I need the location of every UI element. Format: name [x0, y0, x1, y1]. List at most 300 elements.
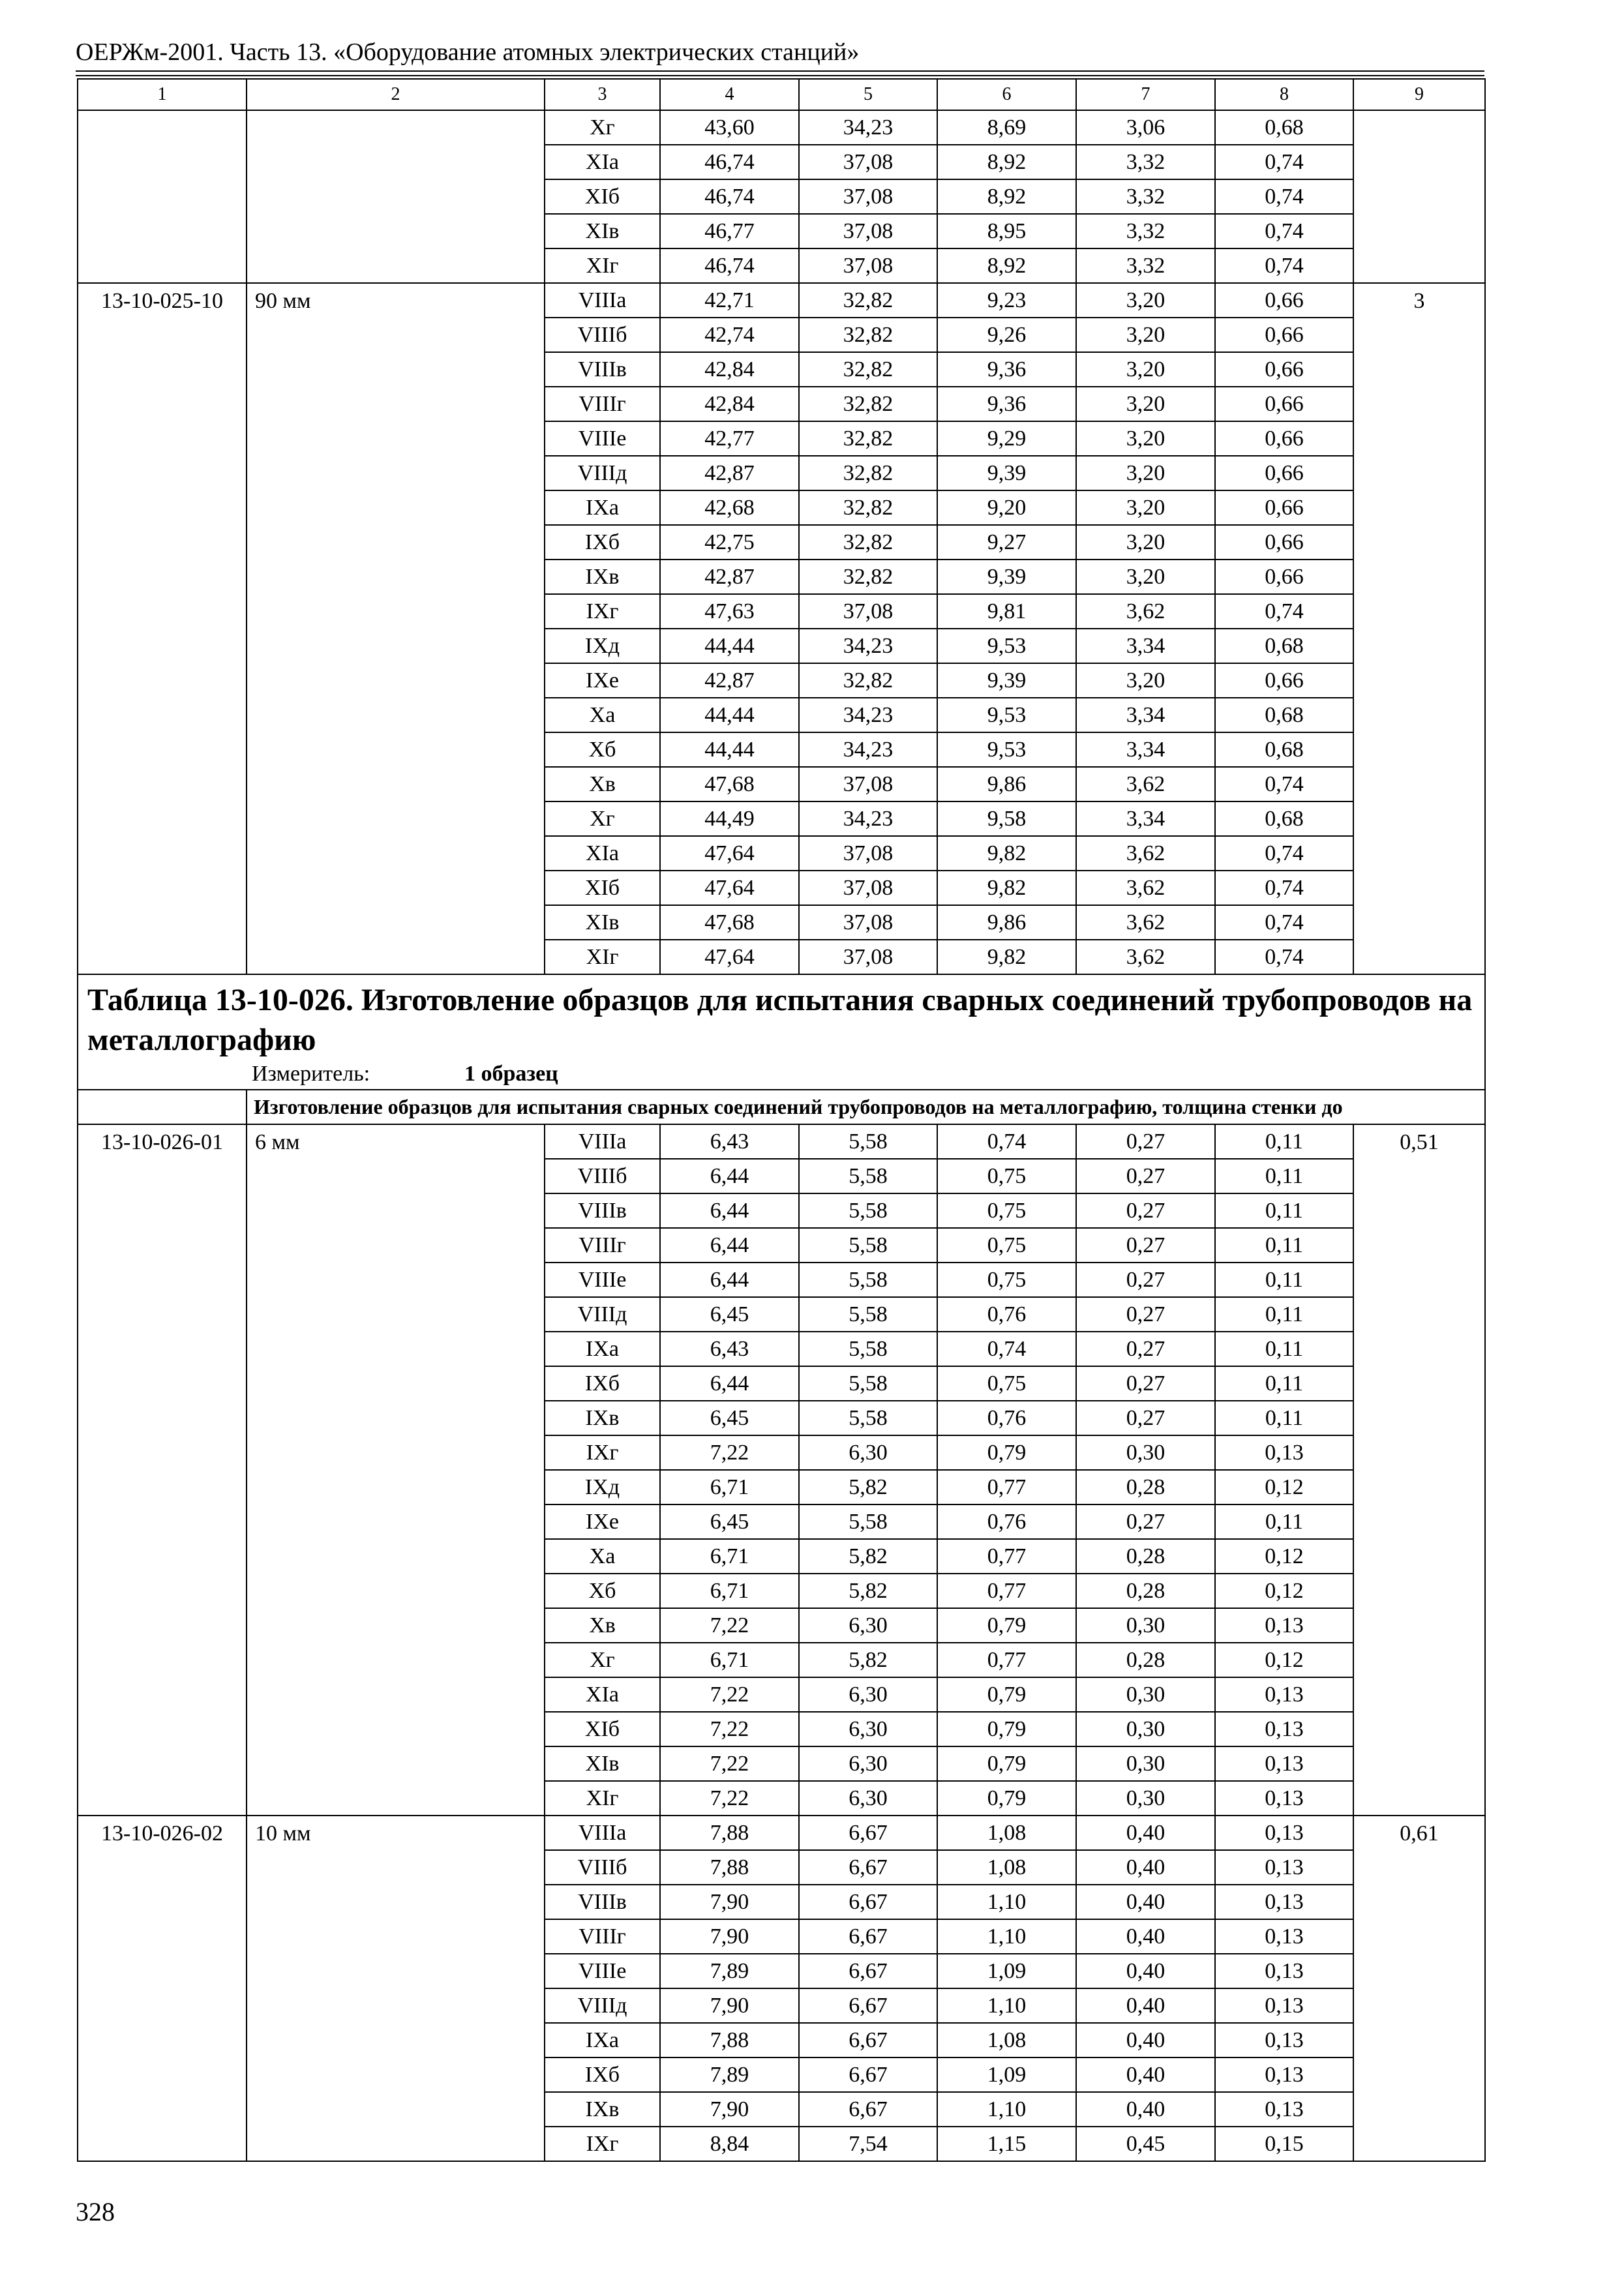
value-cell: 0,13	[1215, 2057, 1353, 2092]
value-cell: 0,11	[1215, 1124, 1353, 1159]
value-cell: 6,30	[799, 1781, 937, 1816]
value-cell: 0,12	[1215, 1643, 1353, 1677]
value-cell: 44,49	[660, 801, 799, 836]
grade-cell: Xв	[545, 767, 660, 801]
grade-cell: XIв	[545, 1746, 660, 1781]
value-cell: 6,67	[799, 1988, 937, 2023]
value-cell: 3,20	[1076, 490, 1215, 525]
value-cell: 0,11	[1215, 1228, 1353, 1263]
value-cell: 0,40	[1076, 2023, 1215, 2057]
value-cell: 5,82	[799, 1539, 937, 1574]
value-cell: 7,88	[660, 2023, 799, 2057]
value-cell: 32,82	[799, 663, 937, 698]
rate-code-cell: 13-10-025-10	[78, 283, 247, 974]
value-cell: 0,68	[1215, 732, 1353, 767]
grade-cell: IXд	[545, 1470, 660, 1504]
value-cell: 0,66	[1215, 456, 1353, 490]
value-cell: 34,23	[799, 110, 937, 145]
grade-cell: VIIIа	[545, 1124, 660, 1159]
value-cell: 46,74	[660, 145, 799, 179]
value-cell: 8,92	[937, 248, 1076, 283]
value-cell: 9,81	[937, 594, 1076, 629]
value-cell: 6,67	[799, 1850, 937, 1885]
value-cell: 0,11	[1215, 1401, 1353, 1435]
grade-cell: XIг	[545, 1781, 660, 1816]
value-cell: 42,75	[660, 525, 799, 560]
value-cell: 0,77	[937, 1539, 1076, 1574]
value-cell: 6,30	[799, 1677, 937, 1712]
grade-cell: VIIIа	[545, 283, 660, 318]
column-number-cell: 8	[1215, 79, 1353, 110]
value-cell: 0,79	[937, 1608, 1076, 1643]
column-number-row	[78, 79, 1485, 110]
value-cell: 0,13	[1215, 1781, 1353, 1816]
value-cell: 3,32	[1076, 214, 1215, 248]
value-cell: 5,58	[799, 1504, 937, 1539]
value-cell: 3,34	[1076, 801, 1215, 836]
value-cell: 0,13	[1215, 2023, 1353, 2057]
value-cell: 7,90	[660, 1885, 799, 1919]
value-cell: 32,82	[799, 387, 937, 421]
value-cell: 5,82	[799, 1470, 937, 1504]
value-cell: 0,27	[1076, 1401, 1215, 1435]
value-cell: 0,76	[937, 1504, 1076, 1539]
grade-cell: VIIIд	[545, 1988, 660, 2023]
value-cell: 9,20	[937, 490, 1076, 525]
value-cell: 1,09	[937, 1954, 1076, 1988]
value-cell: 3,32	[1076, 248, 1215, 283]
value-cell: 0,40	[1076, 1919, 1215, 1954]
value-cell: 46,74	[660, 179, 799, 214]
value-cell: 3,20	[1076, 456, 1215, 490]
value-cell: 6,30	[799, 1435, 937, 1470]
value-cell: 6,43	[660, 1124, 799, 1159]
value-cell: 5,82	[799, 1574, 937, 1608]
value-cell: 6,67	[799, 1954, 937, 1988]
value-cell: 0,27	[1076, 1297, 1215, 1332]
grade-cell: IXг	[545, 2127, 660, 2161]
value-cell: 34,23	[799, 629, 937, 663]
table-row	[78, 1124, 1485, 1159]
value-cell: 9,39	[937, 456, 1076, 490]
value-cell: 0,30	[1076, 1608, 1215, 1643]
column-number-cell: 3	[545, 79, 660, 110]
value-cell: 0,68	[1215, 801, 1353, 836]
value-cell: 3,62	[1076, 594, 1215, 629]
value-cell: 0,76	[937, 1297, 1076, 1332]
unit-label: Измеритель:	[252, 1061, 370, 1086]
value-cell: 9,53	[937, 698, 1076, 732]
grade-cell: Xб	[545, 1574, 660, 1608]
value-cell: 37,08	[799, 179, 937, 214]
grade-cell: XIб	[545, 179, 660, 214]
value-cell: 0,68	[1215, 698, 1353, 732]
value-cell: 6,44	[660, 1366, 799, 1401]
value-cell: 0,13	[1215, 1746, 1353, 1781]
value-cell: 9,86	[937, 767, 1076, 801]
column-9-cell: 0,51	[1353, 1124, 1485, 1816]
value-cell: 0,13	[1215, 1435, 1353, 1470]
value-cell: 7,22	[660, 1712, 799, 1746]
grade-cell: IXа	[545, 490, 660, 525]
value-cell: 0,27	[1076, 1366, 1215, 1401]
value-cell: 7,54	[799, 2127, 937, 2161]
value-cell: 0,27	[1076, 1159, 1215, 1193]
value-cell: 0,75	[937, 1263, 1076, 1297]
value-cell: 9,53	[937, 629, 1076, 663]
value-cell: 5,58	[799, 1297, 937, 1332]
value-cell: 0,28	[1076, 1539, 1215, 1574]
value-cell: 42,74	[660, 318, 799, 352]
value-cell: 1,08	[937, 1850, 1076, 1885]
value-cell: 3,20	[1076, 387, 1215, 421]
value-cell: 32,82	[799, 421, 937, 456]
value-cell: 9,39	[937, 663, 1076, 698]
value-cell: 0,40	[1076, 1988, 1215, 2023]
grade-cell: Xг	[545, 801, 660, 836]
value-cell: 3,34	[1076, 698, 1215, 732]
value-cell: 0,76	[937, 1401, 1076, 1435]
value-cell: 0,30	[1076, 1435, 1215, 1470]
value-cell: 7,89	[660, 2057, 799, 2092]
value-cell: 32,82	[799, 525, 937, 560]
value-cell: 0,66	[1215, 421, 1353, 456]
value-cell: 1,10	[937, 1919, 1076, 1954]
value-cell: 3,20	[1076, 352, 1215, 387]
value-cell: 0,66	[1215, 387, 1353, 421]
value-cell: 0,74	[1215, 836, 1353, 871]
value-cell: 6,71	[660, 1643, 799, 1677]
value-cell: 37,08	[799, 836, 937, 871]
value-cell: 37,08	[799, 594, 937, 629]
column-number-cell: 2	[247, 79, 545, 110]
value-cell: 3,62	[1076, 871, 1215, 905]
value-cell: 0,74	[937, 1124, 1076, 1159]
section-heading	[78, 974, 1485, 1090]
value-cell: 37,08	[799, 905, 937, 940]
grade-cell: IXг	[545, 594, 660, 629]
value-cell: 42,87	[660, 456, 799, 490]
value-cell: 47,64	[660, 871, 799, 905]
value-cell: 1,08	[937, 1816, 1076, 1850]
value-cell: 8,92	[937, 179, 1076, 214]
value-cell: 3,20	[1076, 318, 1215, 352]
value-cell: 0,74	[1215, 905, 1353, 940]
value-cell: 0,27	[1076, 1124, 1215, 1159]
column-9-cell	[1353, 110, 1485, 283]
value-cell: 7,22	[660, 1435, 799, 1470]
value-cell: 0,40	[1076, 2092, 1215, 2127]
grade-cell: VIIIг	[545, 1919, 660, 1954]
value-cell: 0,27	[1076, 1332, 1215, 1366]
value-cell: 6,67	[799, 1816, 937, 1850]
table-row	[78, 1816, 1485, 1850]
value-cell: 32,82	[799, 490, 937, 525]
value-cell: 6,30	[799, 1746, 937, 1781]
value-cell: 8,92	[937, 145, 1076, 179]
grade-cell: IXв	[545, 2092, 660, 2127]
value-cell: 6,67	[799, 1885, 937, 1919]
grade-cell: VIIIб	[545, 1159, 660, 1193]
value-cell: 47,64	[660, 940, 799, 974]
grade-cell: Xа	[545, 1539, 660, 1574]
value-cell: 6,67	[799, 2023, 937, 2057]
value-cell: 5,82	[799, 1643, 937, 1677]
value-cell: 0,40	[1076, 1954, 1215, 1988]
value-cell: 0,68	[1215, 629, 1353, 663]
value-cell: 44,44	[660, 629, 799, 663]
value-cell: 0,11	[1215, 1504, 1353, 1539]
header-rule	[76, 70, 1484, 72]
grade-cell: IXе	[545, 663, 660, 698]
value-cell: 7,90	[660, 1988, 799, 2023]
column-number-cell: 9	[1353, 79, 1485, 110]
value-cell: 3,20	[1076, 560, 1215, 594]
table-row	[78, 110, 1485, 145]
value-cell: 6,44	[660, 1228, 799, 1263]
grade-cell: Xа	[545, 698, 660, 732]
value-cell: 46,77	[660, 214, 799, 248]
value-cell: 1,10	[937, 2092, 1076, 2127]
value-cell: 43,60	[660, 110, 799, 145]
value-cell: 0,12	[1215, 1574, 1353, 1608]
value-cell: 6,44	[660, 1263, 799, 1297]
value-cell: 0,79	[937, 1781, 1076, 1816]
grade-cell: IXг	[545, 1435, 660, 1470]
value-cell: 3,62	[1076, 905, 1215, 940]
value-cell: 9,86	[937, 905, 1076, 940]
description-cell: 10 мм	[247, 1816, 545, 2161]
grade-cell: XIг	[545, 248, 660, 283]
grade-cell: XIа	[545, 836, 660, 871]
value-cell: 6,71	[660, 1574, 799, 1608]
value-cell: 3,20	[1076, 283, 1215, 318]
value-cell: 0,30	[1076, 1712, 1215, 1746]
value-cell: 0,74	[1215, 179, 1353, 214]
value-cell: 0,11	[1215, 1263, 1353, 1297]
value-cell: 0,75	[937, 1366, 1076, 1401]
value-cell: 5,58	[799, 1193, 937, 1228]
value-cell: 0,74	[1215, 594, 1353, 629]
value-cell: 0,66	[1215, 283, 1353, 318]
grade-cell: IXа	[545, 1332, 660, 1366]
value-cell: 0,27	[1076, 1228, 1215, 1263]
value-cell: 5,58	[799, 1401, 937, 1435]
value-cell: 0,30	[1076, 1781, 1215, 1816]
value-cell: 47,68	[660, 905, 799, 940]
unit-value: 1 образец	[464, 1061, 558, 1086]
value-cell: 0,45	[1076, 2127, 1215, 2161]
grade-cell: VIIIд	[545, 1297, 660, 1332]
grade-cell: Xв	[545, 1608, 660, 1643]
value-cell: 0,66	[1215, 352, 1353, 387]
value-cell: 47,64	[660, 836, 799, 871]
value-cell: 34,23	[799, 732, 937, 767]
value-cell: 32,82	[799, 456, 937, 490]
value-cell: 0,74	[1215, 940, 1353, 974]
value-cell: 42,77	[660, 421, 799, 456]
value-cell: 0,13	[1215, 1885, 1353, 1919]
value-cell: 9,27	[937, 525, 1076, 560]
value-cell: 9,53	[937, 732, 1076, 767]
column-9-cell: 0,61	[1353, 1816, 1485, 2161]
column-9-cell: 3	[1353, 283, 1485, 974]
value-cell: 9,82	[937, 871, 1076, 905]
value-cell: 0,66	[1215, 663, 1353, 698]
value-cell: 3,20	[1076, 525, 1215, 560]
value-cell: 0,13	[1215, 1919, 1353, 1954]
header-rule-2	[76, 75, 1484, 76]
value-cell: 0,28	[1076, 1470, 1215, 1504]
grade-cell: VIIIб	[545, 1850, 660, 1885]
value-cell: 1,08	[937, 2023, 1076, 2057]
description-cell: 6 мм	[247, 1124, 545, 1816]
value-cell: 34,23	[799, 698, 937, 732]
value-cell: 0,27	[1076, 1193, 1215, 1228]
grade-cell: XIг	[545, 940, 660, 974]
value-cell: 42,87	[660, 663, 799, 698]
value-cell: 9,82	[937, 940, 1076, 974]
grade-cell: XIв	[545, 905, 660, 940]
value-cell: 0,28	[1076, 1643, 1215, 1677]
value-cell: 0,40	[1076, 1816, 1215, 1850]
value-cell: 0,75	[937, 1193, 1076, 1228]
value-cell: 5,58	[799, 1228, 937, 1263]
value-cell: 8,95	[937, 214, 1076, 248]
value-cell: 0,66	[1215, 490, 1353, 525]
value-cell: 6,71	[660, 1539, 799, 1574]
description-cell: 90 мм	[247, 283, 545, 974]
grade-cell: XIа	[545, 145, 660, 179]
value-cell: 46,74	[660, 248, 799, 283]
value-cell: 0,12	[1215, 1470, 1353, 1504]
value-cell: 0,28	[1076, 1574, 1215, 1608]
value-cell: 34,23	[799, 801, 937, 836]
value-cell: 0,30	[1076, 1677, 1215, 1712]
value-cell: 6,45	[660, 1401, 799, 1435]
value-cell: 44,44	[660, 698, 799, 732]
page-header: ОЕРЖм-2001. Часть 13. «Оборудование атомных электрических станций»	[76, 38, 860, 66]
column-number-cell: 5	[799, 79, 937, 110]
column-number-cell: 4	[660, 79, 799, 110]
value-cell: 1,10	[937, 1988, 1076, 2023]
grade-cell: VIIIг	[545, 1228, 660, 1263]
value-cell: 0,27	[1076, 1504, 1215, 1539]
value-cell: 9,26	[937, 318, 1076, 352]
value-cell: 9,36	[937, 387, 1076, 421]
grade-cell: IXе	[545, 1504, 660, 1539]
value-cell: 5,58	[799, 1124, 937, 1159]
value-cell: 0,74	[1215, 214, 1353, 248]
value-cell: 0,74	[1215, 145, 1353, 179]
value-cell: 3,62	[1076, 940, 1215, 974]
value-cell: 32,82	[799, 352, 937, 387]
value-cell: 3,32	[1076, 179, 1215, 214]
value-cell: 0,68	[1215, 110, 1353, 145]
value-cell: 0,74	[937, 1332, 1076, 1366]
value-cell: 6,30	[799, 1608, 937, 1643]
value-cell: 7,90	[660, 1919, 799, 1954]
grade-cell: XIа	[545, 1677, 660, 1712]
value-cell: 9,82	[937, 836, 1076, 871]
value-cell: 3,34	[1076, 732, 1215, 767]
grade-cell: XIб	[545, 1712, 660, 1746]
value-cell: 7,88	[660, 1816, 799, 1850]
table-body	[78, 79, 1485, 2161]
value-cell: 32,82	[799, 318, 937, 352]
value-cell: 9,23	[937, 283, 1076, 318]
resource-table	[77, 78, 1486, 2162]
value-cell: 0,77	[937, 1470, 1076, 1504]
value-cell: 0,40	[1076, 1885, 1215, 1919]
value-cell: 7,22	[660, 1608, 799, 1643]
page-number: 328	[76, 2197, 115, 2226]
value-cell: 1,10	[937, 1885, 1076, 1919]
rate-code-cell: 13-10-026-02	[78, 1816, 247, 2161]
value-cell: 42,84	[660, 387, 799, 421]
value-cell: 3,06	[1076, 110, 1215, 145]
value-cell: 7,88	[660, 1850, 799, 1885]
column-number-cell: 7	[1076, 79, 1215, 110]
unit-of-measure	[87, 1063, 1478, 1085]
value-cell: 9,58	[937, 801, 1076, 836]
value-cell: 0,74	[1215, 767, 1353, 801]
grade-cell: IXв	[545, 1401, 660, 1435]
value-cell: 44,44	[660, 732, 799, 767]
value-cell: 8,69	[937, 110, 1076, 145]
value-cell: 5,58	[799, 1366, 937, 1401]
description-cell	[247, 110, 545, 283]
value-cell: 9,39	[937, 560, 1076, 594]
value-cell: 6,45	[660, 1297, 799, 1332]
value-cell: 0,74	[1215, 248, 1353, 283]
value-cell: 0,30	[1076, 1746, 1215, 1781]
value-cell: 32,82	[799, 283, 937, 318]
value-cell: 0,13	[1215, 1954, 1353, 1988]
grade-cell: IXа	[545, 2023, 660, 2057]
value-cell: 37,08	[799, 248, 937, 283]
value-cell: 3,32	[1076, 145, 1215, 179]
value-cell: 0,77	[937, 1643, 1076, 1677]
value-cell: 0,79	[937, 1435, 1076, 1470]
grade-cell: Xг	[545, 1643, 660, 1677]
grade-cell: VIIIд	[545, 456, 660, 490]
section-title: Таблица 13-10-026. Изготовление образцов для испытания сварных соединений трубопроводов на металлографию	[87, 983, 1473, 1058]
value-cell: 0,15	[1215, 2127, 1353, 2161]
grade-cell: IXб	[545, 2057, 660, 2092]
value-cell: 37,08	[799, 871, 937, 905]
grade-cell: IXд	[545, 629, 660, 663]
rate-code-cell	[78, 110, 247, 283]
value-cell: 0,75	[937, 1228, 1076, 1263]
value-cell: 6,44	[660, 1159, 799, 1193]
grade-cell: Xг	[545, 110, 660, 145]
value-cell: 5,58	[799, 1332, 937, 1366]
value-cell: 1,09	[937, 2057, 1076, 2092]
value-cell: 6,44	[660, 1193, 799, 1228]
value-cell: 42,84	[660, 352, 799, 387]
value-cell: 0,74	[1215, 871, 1353, 905]
grade-cell: VIIIе	[545, 1263, 660, 1297]
value-cell: 0,13	[1215, 1850, 1353, 1885]
table-row	[78, 283, 1485, 318]
value-cell: 1,15	[937, 2127, 1076, 2161]
grade-cell: XIв	[545, 214, 660, 248]
rate-code-cell: 13-10-026-01	[78, 1124, 247, 1816]
value-cell: 3,34	[1076, 629, 1215, 663]
value-cell: 32,82	[799, 560, 937, 594]
grade-cell: IXб	[545, 525, 660, 560]
